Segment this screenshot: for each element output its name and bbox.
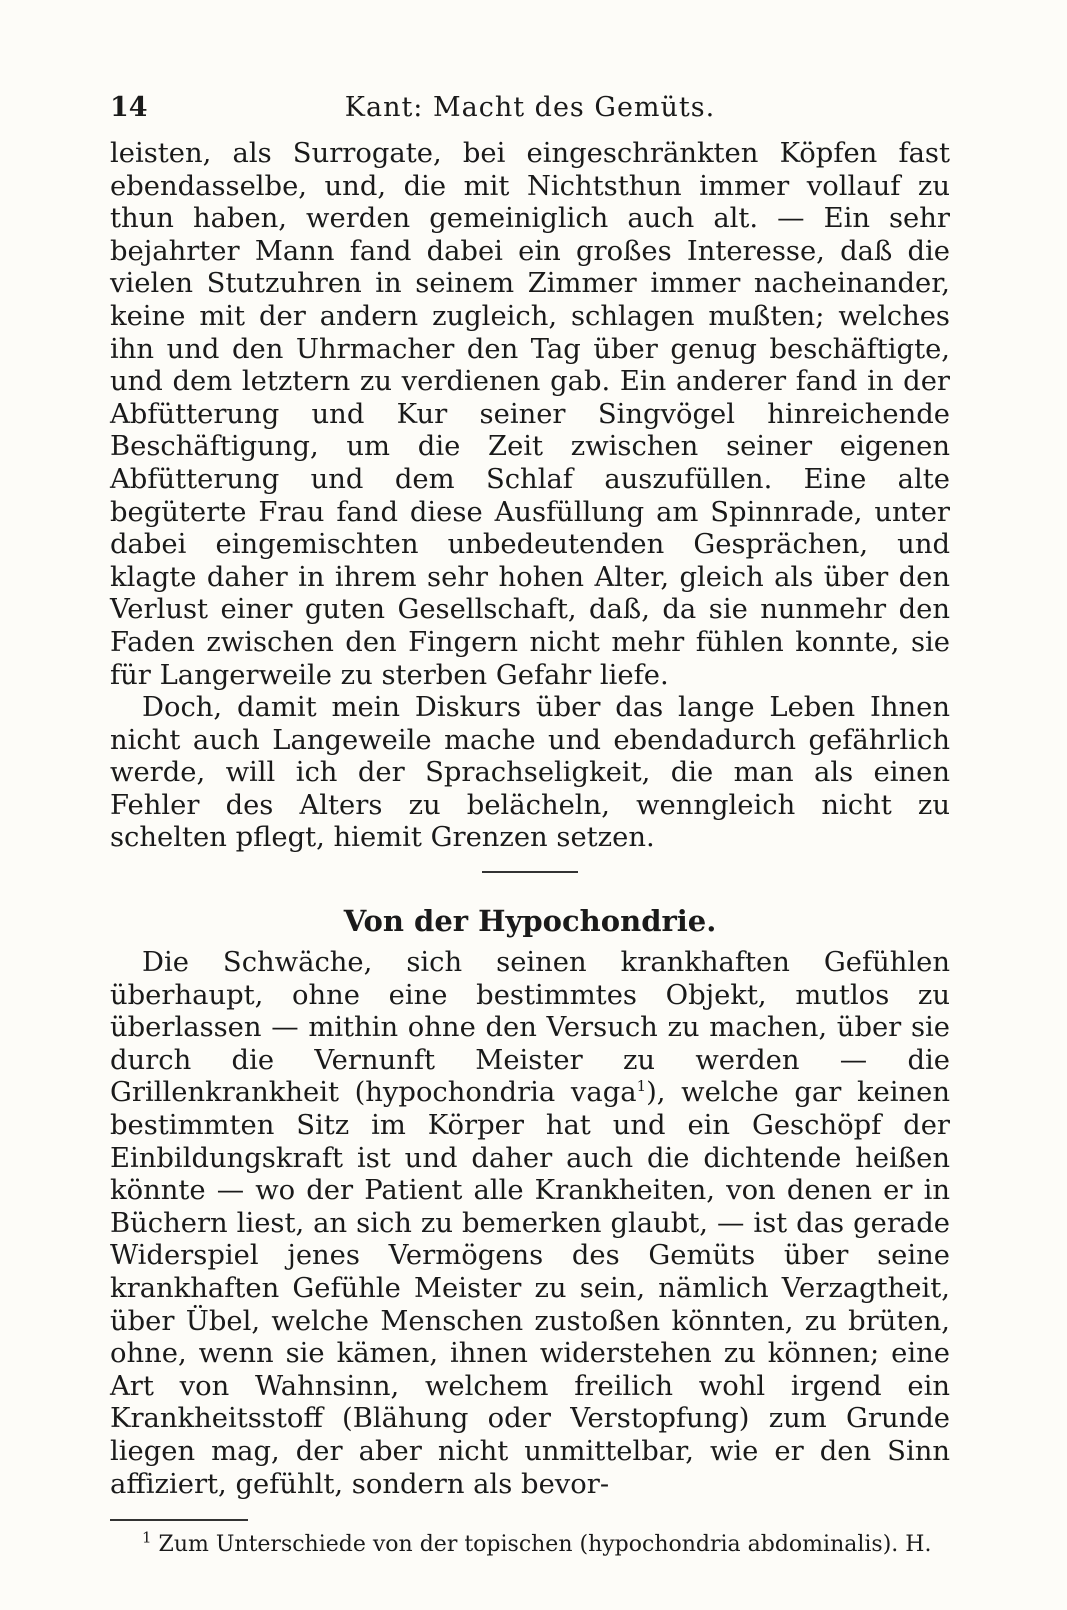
paragraph-continuation: leisten, als Surrogate, bei eingeschränkten Köpfen fast ebendasselbe, und, die mit Nichtsthun immer vollauf zu thun haben, werden gemeiniglich auch alt. — Ein sehr bejahrter Mann fand dabei ein großes Interesse, daß die vielen Stutzuhren in seinem Zimmer immer nacheinander, keine mit der andern zugleich, schlagen mußten; welches ihn und den Uhrmacher den Tag über genug beschäftigte, und dem letztern zu verdienen gab. Ein anderer fand in der Abfütterung und Kur seiner Singvögel hinreichende Beschäftigung, um die Zeit zwischen seiner eigenen Abfütterung und dem Schlaf auszufüllen. Eine alte begüterte Frau fand diese Ausfüllung am Spinnrade, unter dabei eingemischten unbedeutenden Gesprächen, und klagte daher in ihrem sehr hohen Alter, gleich als über den Verlust einer guten Gesellschaft, daß, da sie nunmehr den Faden zwischen den Fingern nicht mehr fühlen konnte, sie für Langerweile zu sterben Gefahr liefe. xyxy=(110,138,950,691)
footnote-text: Zum Unterschiede von der topischen (hypochondria abdominalis). H. xyxy=(158,1532,932,1558)
footnote xyxy=(110,1528,950,1559)
section-text-part-1: Die Schwäche, sich seinen krankhaften Gefühlen überhaupt, ohne eine bestimmtes Objekt, mutlos zu überlassen — mithin ohne den Versuch zu machen, über sie durch die Vernunft Meister zu werden — die Grillenkrankheit (hypochondria vaga xyxy=(110,947,950,1109)
paragraph-closing: Doch, damit mein Diskurs über das lange Leben Ihnen nicht auch Langeweile mache und ebendadurch gefährlich werde, will ich der Sprachseligkeit, die man als einen Fehler des Alters zu belächeln, wenngleich nicht zu schelten pflegt, hiemit Grenzen setzen. xyxy=(110,692,950,854)
section-heading: Von der Hypochondrie. xyxy=(343,904,717,939)
book-page xyxy=(110,92,950,1559)
section-separator xyxy=(482,871,578,873)
running-title: Kant: Macht des Gemüts. xyxy=(344,92,716,123)
page-number: 14 xyxy=(110,92,148,123)
running-head xyxy=(110,92,950,138)
section-text-part-2: ), welche gar keinen bestimmten Sitz im Körper hat und ein Geschöpf der Einbildungskraft ist und daher auch die dichtende heißen könnte — wo der Patient alle Krankheiten, von denen er in Büchern liest, an sich zu bemerken glaubt, — ist das gerade Widerspiel jenes Vermögens des Gemüts über seine krankhaften Gefühle Meister zu sein, nämlich Verzagtheit, über Übel, welche Menschen zustoßen könnten, zu brüten, ohne, wenn sie kämen, ihnen widerstehen zu können; eine Art von Wahnsinn, welchem freilich wohl irgend ein Krankheitsstoff (Blähung oder Verstopfung) zum Grunde liegen mag, der aber nicht unmittelbar, wie er den Sinn affiziert, gefühlt, sondern als bevor- xyxy=(110,1077,951,1500)
section-paragraph xyxy=(110,947,950,1501)
footnote-mark: 1 xyxy=(142,1528,152,1547)
footnote-reference: 1 xyxy=(636,1077,647,1096)
footnote-rule xyxy=(110,1519,248,1521)
